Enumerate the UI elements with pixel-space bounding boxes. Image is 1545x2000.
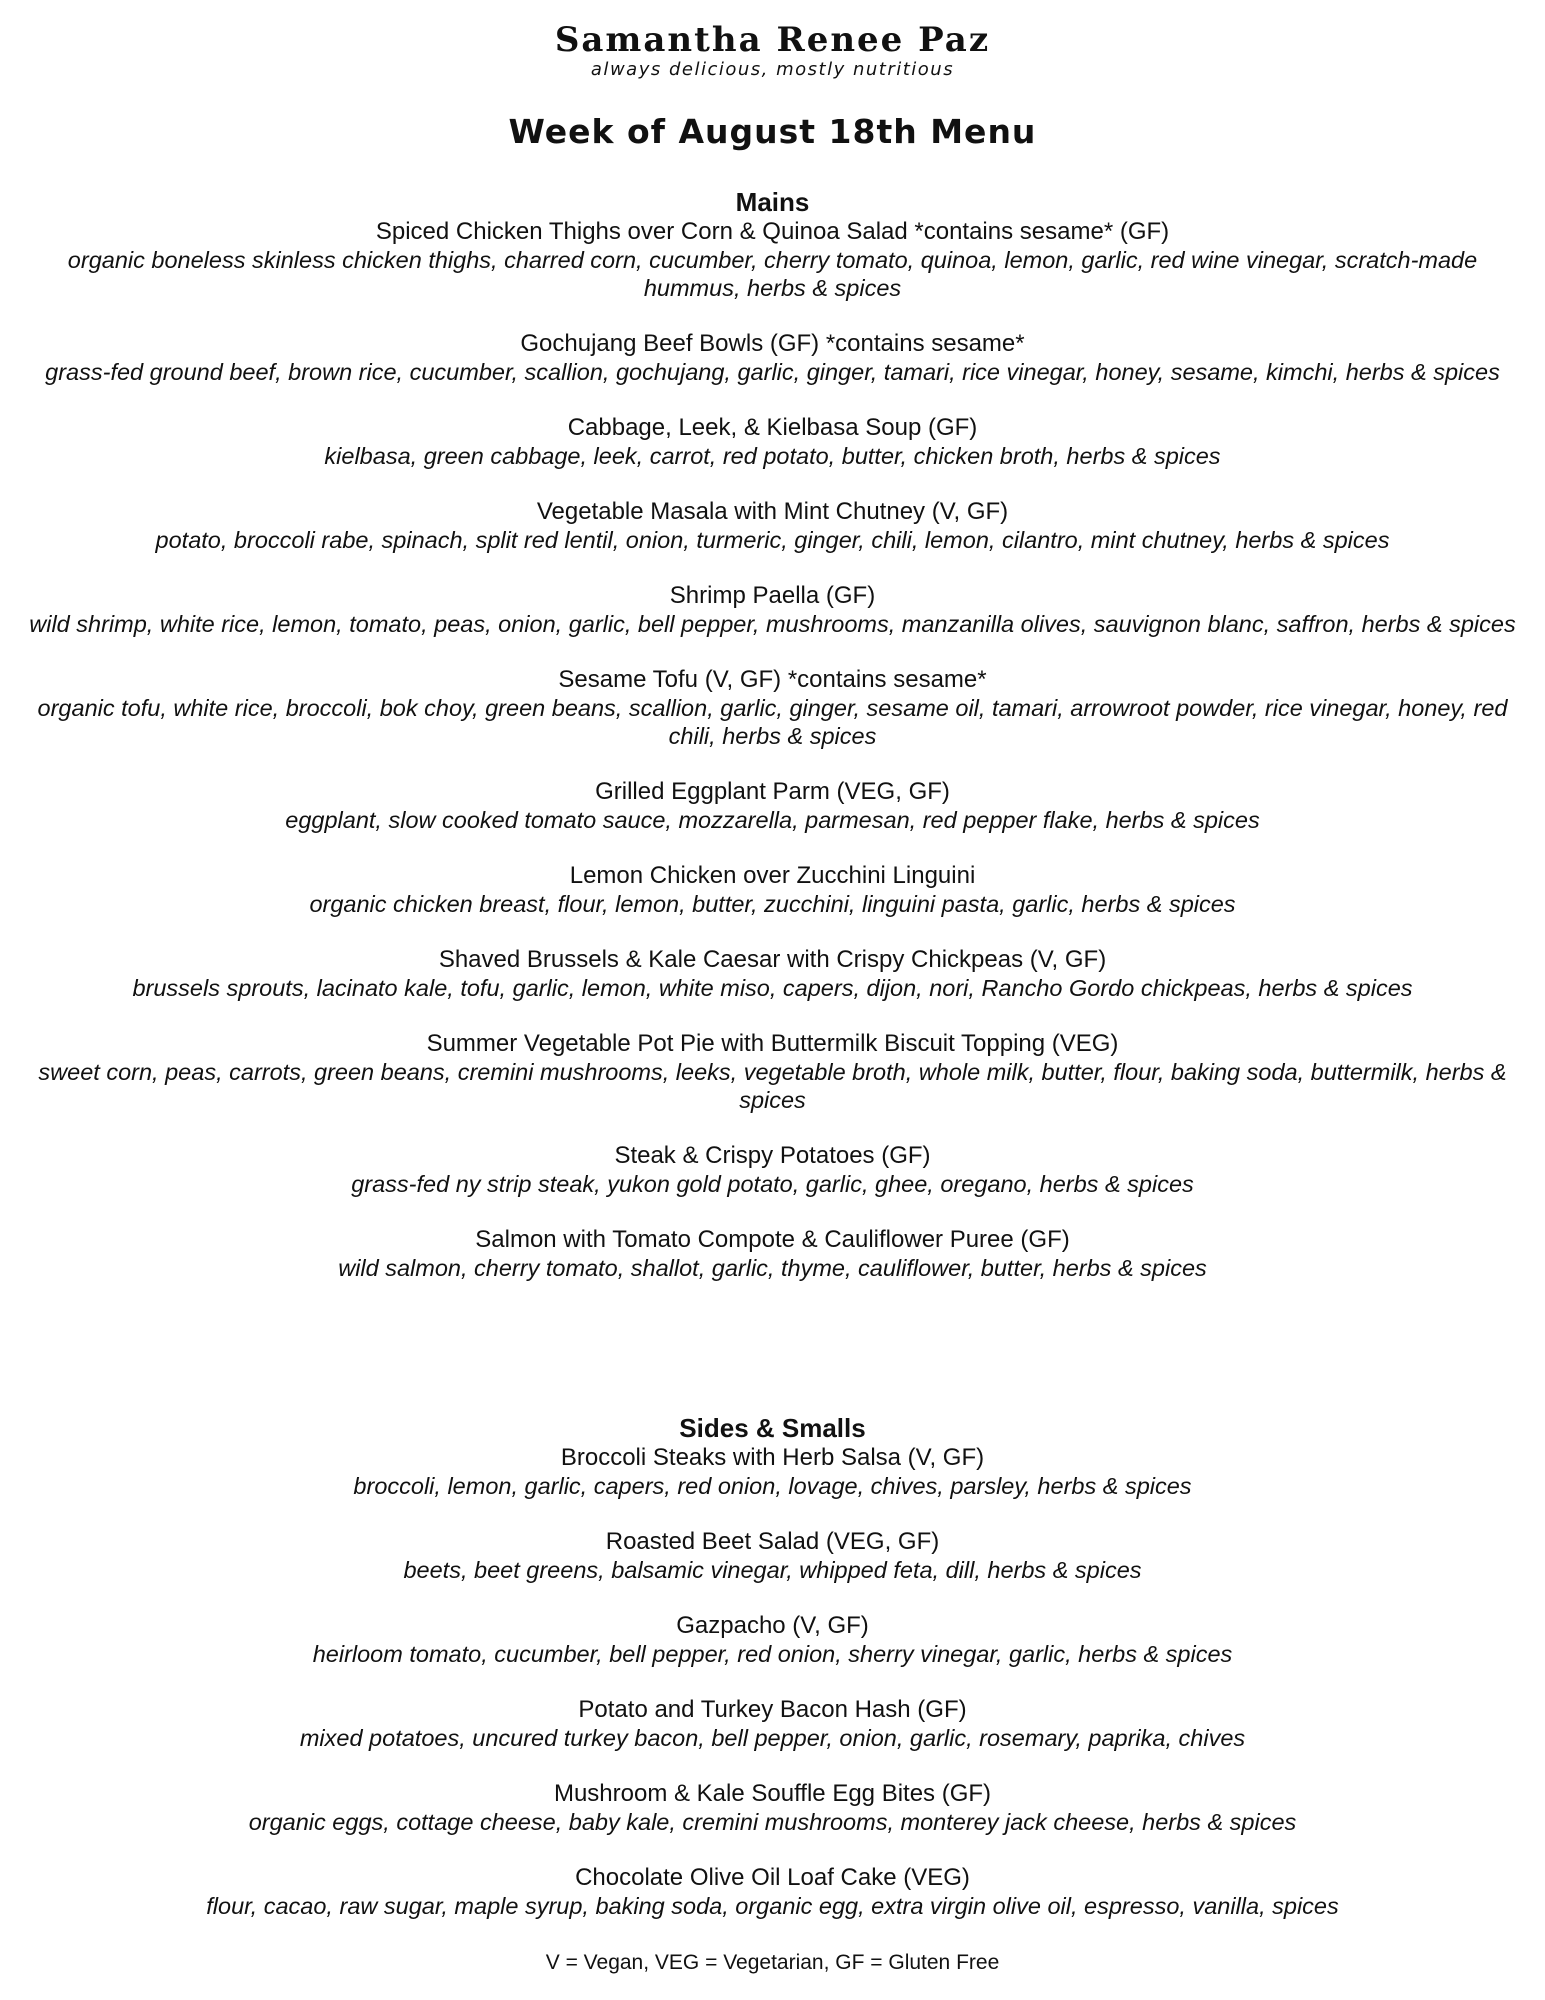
- item-ingredients: organic eggs, cottage cheese, baby kale, cremini mushrooms, monterey jack cheese, herbs & spices: [248, 1809, 1297, 1835]
- item-name: Shaved Brussels & Kale Caesar with Crispy Chickpeas (V, GF): [438, 946, 1107, 973]
- item-ingredients: sweet corn, peas, carrots, green beans, cremini mushrooms, leeks, vegetable broth, whole milk, butter, flour, baking soda, buttermilk, herbs & spices: [38, 1059, 1507, 1113]
- item-ingredients: beets, beet greens, balsamic vinegar, whipped feta, dill, herbs & spices: [403, 1557, 1142, 1583]
- item-name: Gazpacho (V, GF): [676, 1612, 869, 1639]
- item-ingredients: grass-fed ground beef, brown rice, cucumber, scallion, gochujang, garlic, ginger, tamari, rice vinegar, honey, sesame, kimchi, herbs & spices: [45, 359, 1500, 385]
- item-name: Roasted Beet Salad (VEG, GF): [605, 1528, 940, 1555]
- item-ingredients: organic boneless skinless chicken thighs, charred corn, cucumber, cherry tomato, quinoa, lemon, garlic, red wine vinegar, scratch-made hummus, herbs & spices: [67, 247, 1478, 301]
- item-name: Broccoli Steaks with Herb Salsa (V, GF): [560, 1444, 985, 1471]
- brand-tagline: always delicious, mostly nutritious: [590, 59, 955, 80]
- item-name: Gochujang Beef Bowls (GF) *contains sesame*: [520, 330, 1025, 357]
- menu-item: [20, 946, 1525, 1002]
- item-name: Chocolate Olive Oil Loaf Cake (VEG): [575, 1864, 970, 1891]
- item-ingredients: wild shrimp, white rice, lemon, tomato, peas, onion, garlic, bell pepper, mushrooms, manzanilla olives, sauvignon blanc, saffron, herbs & spices: [29, 611, 1516, 637]
- item-ingredients: broccoli, lemon, garlic, capers, red onion, lovage, chives, parsley, herbs & spices: [353, 1473, 1192, 1499]
- item-name: Grilled Eggplant Parm (VEG, GF): [595, 778, 950, 805]
- menu-item: [20, 778, 1525, 834]
- mains-heading: Mains: [735, 187, 810, 217]
- item-ingredients: grass-fed ny strip steak, yukon gold potato, garlic, ghee, oregano, herbs & spices: [351, 1171, 1194, 1197]
- menu-item: [20, 1226, 1525, 1282]
- dietary-legend: V = Vegan, VEG = Vegetarian, GF = Gluten Free: [545, 1951, 1000, 1974]
- menu-item: [20, 218, 1525, 302]
- item-name: Salmon with Tomato Compote & Cauliflower Puree (GF): [475, 1226, 1070, 1253]
- item-ingredients: heirloom tomato, cucumber, bell pepper, red onion, sherry vinegar, garlic, herbs & spices: [312, 1641, 1233, 1667]
- item-name: Steak & Crispy Potatoes (GF): [614, 1142, 931, 1169]
- item-name: Summer Vegetable Pot Pie with Buttermilk Biscuit Topping (VEG): [426, 1030, 1119, 1057]
- menu-item: [20, 1444, 1525, 1500]
- menu-item: [20, 666, 1525, 750]
- menu-title: Week of August 18th Menu: [508, 112, 1037, 151]
- item-name: Spiced Chicken Thighs over Corn & Quinoa Salad *contains sesame* (GF): [375, 218, 1170, 245]
- menu-item: [20, 1612, 1525, 1668]
- item-ingredients: kielbasa, green cabbage, leek, carrot, red potato, butter, chicken broth, herbs & spices: [324, 443, 1221, 469]
- item-name: Shrimp Paella (GF): [669, 582, 876, 609]
- menu-item: [20, 1142, 1525, 1198]
- sides-heading: Sides & Smalls: [679, 1413, 866, 1443]
- mains-section: [20, 186, 1525, 1310]
- menu-item: [20, 582, 1525, 638]
- item-ingredients: flour, cacao, raw sugar, maple syrup, baking soda, organic egg, extra virgin olive oil, espresso, vanilla, spices: [206, 1893, 1339, 1919]
- menu-item: [20, 1030, 1525, 1114]
- item-ingredients: mixed potatoes, uncured turkey bacon, bell pepper, onion, garlic, rosemary, paprika, chives: [299, 1725, 1246, 1751]
- menu-item: [20, 862, 1525, 918]
- menu-item: [20, 1864, 1525, 1920]
- item-ingredients: brussels sprouts, lacinato kale, tofu, garlic, lemon, white miso, capers, dijon, nori, Rancho Gordo chickpeas, herbs & spices: [132, 975, 1413, 1001]
- item-ingredients: potato, broccoli rabe, spinach, split red lentil, onion, turmeric, ginger, chili, lemon, cilantro, mint chutney, herbs & spices: [155, 527, 1390, 553]
- sides-section: [20, 1412, 1525, 1948]
- item-ingredients: eggplant, slow cooked tomato sauce, mozzarella, parmesan, red pepper flake, herbs & spices: [285, 807, 1260, 833]
- item-ingredients: wild salmon, cherry tomato, shallot, garlic, thyme, cauliflower, butter, herbs & spices: [338, 1255, 1207, 1281]
- item-name: Mushroom & Kale Souffle Egg Bites (GF): [553, 1780, 992, 1807]
- menu-item: [20, 1696, 1525, 1752]
- menu-item: [20, 330, 1525, 386]
- item-name: Cabbage, Leek, & Kielbasa Soup (GF): [567, 414, 978, 441]
- item-name: Potato and Turkey Bacon Hash (GF): [578, 1696, 967, 1723]
- item-name: Sesame Tofu (V, GF) *contains sesame*: [558, 666, 987, 693]
- menu-item: [20, 498, 1525, 554]
- item-name: Vegetable Masala with Mint Chutney (V, GF): [536, 498, 1009, 525]
- menu-item: [20, 414, 1525, 470]
- menu-item: [20, 1528, 1525, 1584]
- brand-name: Samantha Renee Paz: [554, 20, 991, 60]
- item-name: Lemon Chicken over Zucchini Linguini: [569, 862, 976, 889]
- menu-item: [20, 1780, 1525, 1836]
- item-ingredients: organic chicken breast, flour, lemon, butter, zucchini, linguini pasta, garlic, herbs & spices: [309, 891, 1236, 917]
- item-ingredients: organic tofu, white rice, broccoli, bok choy, green beans, scallion, garlic, ginger, sesame oil, tamari, arrowroot powder, rice vinegar, honey, red chili, herbs & spices: [37, 695, 1508, 749]
